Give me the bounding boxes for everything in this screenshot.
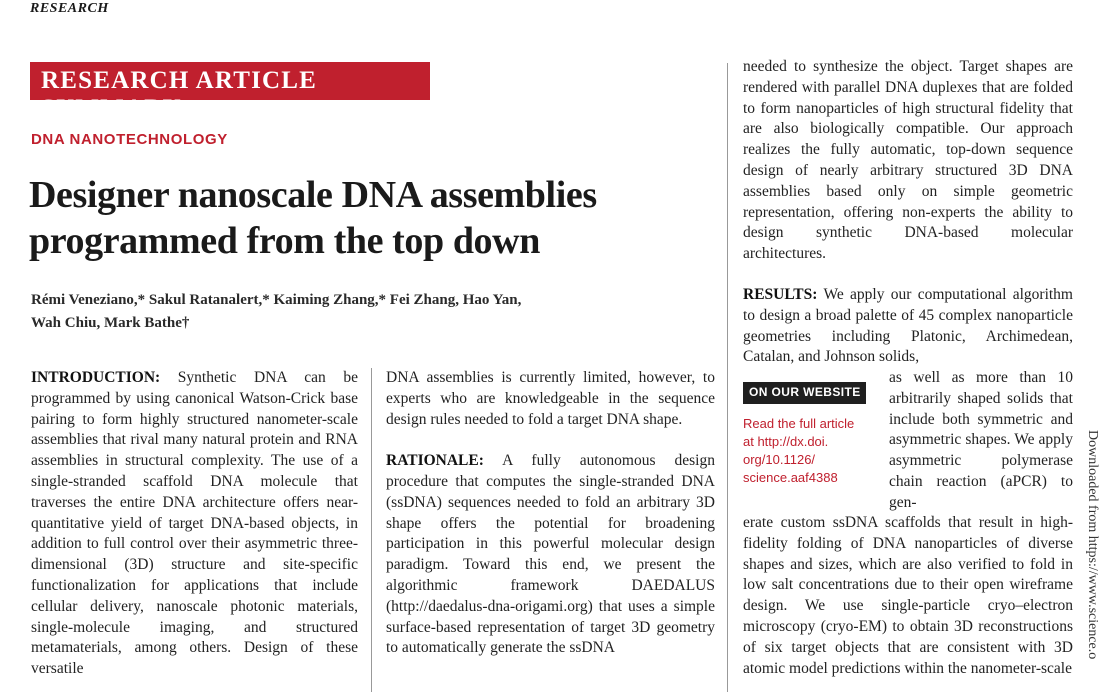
introduction-continued: DNA assemblies is currently limited, however, to experts who are knowledgeable in the sequence design rules needed to fold a target DNA shape. [386, 369, 715, 428]
introduction-section [31, 368, 358, 680]
website-badge [743, 382, 866, 404]
article-title [29, 172, 709, 264]
authors-line-1: Rémi Veneziano,* Sakul Ratanalert,* Kaiming Zhang,* Fei Zhang, Hao Yan, [31, 292, 522, 308]
results-text: We apply our computational algorithm to design a broad palette of 45 complex nanoparticle geometries including Platonic, Archimedean, Catalan, and Johnson solids, [743, 286, 1073, 366]
introduction-text: Synthetic DNA can be programmed by using canonical Watson-Crick base pairing to form highly structured nanometer-scale assemblies that rival many natural protein and RNA assemblies in structural complexity. The use of a single-stranded scaffold DNA molecule that traverses the entire DNA architecture offers near-quantitative yield of target DNA-based objects, in addition to full control over their asymmetric three-dimensional (3D) structure and site-specific functionalization for applications that include cellular delivery, nanoscale photonic materials, single-molecule imaging, and structured metamaterials, among others. Design of these versatile [31, 369, 359, 678]
link-line-1: Read the full article [743, 416, 855, 431]
website-badge-label: ON OUR WEBSITE [749, 385, 861, 399]
section-label: RESEARCH [30, 1, 109, 16]
article-type-banner [30, 62, 430, 122]
download-note: Downloaded from https://www.science.o [1085, 430, 1100, 660]
results-continued: erate custom ssDNA scaffolds that result in high-fidelity folding of DNA nanoparticles of diverse shapes and sizes, which are also verified to fold in low salt concentrations due to their open wireframe design. We use single-particle cryo–electron microscopy (cryo-EM) to obtain 3D reconstructions of six target objects that are consistent with 3D atomic model predictions within the nanometer-scale [743, 514, 1073, 677]
title-line-1: Designer nanoscale DNA assemblies [29, 174, 597, 216]
banner-label: RESEARCH ARTICLE SUMMARY [41, 67, 318, 122]
rationale-text: A fully autonomous design procedure that computes the single-stranded DNA (ssDNA) sequences needed to fold an arbitrary 3D shape offers the potential for broadening participation in this powerful molecular design paradigm. Toward this end, we present the algorithmic framework DAEDALUS (http://daedalus-dna-origami.org) that uses a simple surface-based representation of target 3D geometry to automatically generate the ssDNA [386, 452, 715, 657]
link-line-3: org/10.1126/ [743, 452, 816, 467]
rationale-section [386, 451, 715, 659]
rationale-continued: needed to synthesize the object. Target shapes are rendered with parallel DNA duplexes that are folded to form nanoparticles of high structural fidelity that are also biologically compatible. Our approach realizes the fully automatic, top-down sequence design of nearly arbitrary structured 3D DNA assemblies based only on simple geometric representation, offering non-experts the ability to design synthetic DNA-based molecular architectures. [743, 58, 1073, 263]
link-line-2: at http://dx.doi. [743, 434, 829, 449]
authors-line-2: Wah Chiu, Mark Bathe† [31, 315, 190, 331]
results-heading: RESULTS: [743, 286, 818, 303]
introduction-heading: INTRODUCTION: [31, 369, 161, 386]
author-list [31, 289, 671, 335]
link-line-4: science.aaf4388 [743, 470, 838, 485]
rationale-heading: RATIONALE: [386, 452, 484, 470]
article-category: DNA NANOTECHNOLOGY [31, 131, 228, 148]
results-wrapped-text: as well as more than 10 arbitrarily shaped solids that include both symmetric and asymmetric shapes. We apply asymmetric polymerase chain reaction (aPCR) to gen- [889, 369, 1073, 511]
title-line-2: programmed from the top down [29, 220, 540, 262]
column-two [386, 368, 715, 659]
results-section [743, 285, 1073, 368]
column-divider [727, 63, 728, 692]
full-article-link[interactable] [743, 415, 883, 487]
column-divider [371, 368, 372, 692]
